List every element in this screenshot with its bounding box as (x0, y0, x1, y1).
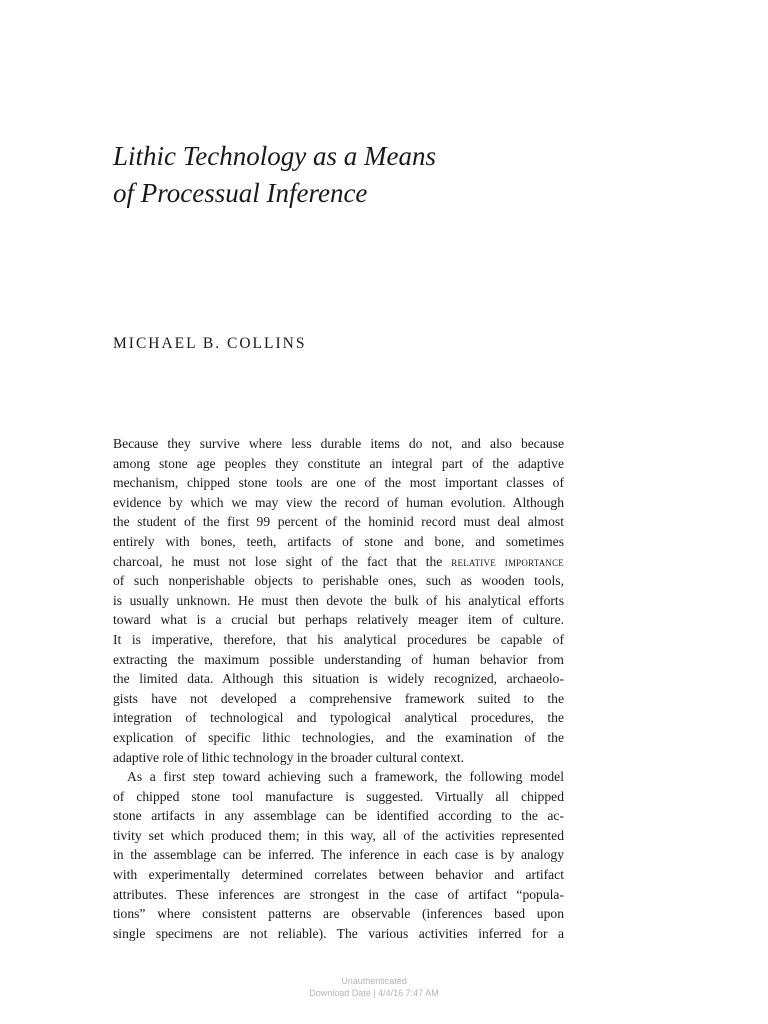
text-line: adaptive role of lithic technology in the broader cultural context. (113, 749, 465, 765)
text-line: Because they survive where less durable items do not, and also because (113, 436, 564, 451)
text-line (113, 552, 564, 572)
paragraph-2 (113, 767, 564, 943)
text-line: evidence by which we may view the record of human evolution. Although (113, 494, 564, 510)
paragraph-1 (113, 434, 564, 767)
title-line-2: of Processual Inference (113, 178, 368, 208)
text-line: gists have not developed a comprehensive framework suited to the (113, 690, 564, 706)
text-line: entirely with bones, teeth, artifacts of stone and bone, and sometimes (113, 533, 564, 549)
text-line: is usually unknown. He must then devote the bulk of his analytical efforts (113, 592, 564, 608)
text-line: in the assemblage can be inferred. The inference in each case is by analogy (113, 847, 564, 863)
text-line: explication of specific lithic technologies, and the examination of the (113, 729, 564, 745)
text-line-part: charcoal, he must not lose sight of the fact that the (113, 553, 443, 569)
text-line: tivity set which produced them; in this way, all of the activities represented (113, 827, 564, 843)
text-line: As a first step toward achieving such a framework, the following model (127, 769, 564, 785)
text-line: of chipped stone tool manufacture is suggested. Virtually all chipped (113, 788, 564, 804)
text-line: the student of the first 99 percent of the hominid record must deal almost (113, 514, 564, 530)
watermark-line-1: Unauthenticated (341, 976, 407, 986)
text-line: mechanism, chipped stone tools are one of the most important classes of (113, 475, 564, 491)
text-line: It is imperative, therefore, that his analytical procedures be capable of (113, 631, 564, 647)
watermark-line-2: Download Date | 4/4/16 7:47 AM (309, 988, 439, 998)
article-title (113, 138, 436, 212)
text-line: among stone age peoples they constitute an integral part of the adaptive (113, 455, 564, 471)
text-line: tions” where consistent patterns are observable (inferences based upon (113, 906, 564, 922)
text-line: single specimens are not reliable). The various activities inferred for a (113, 925, 564, 941)
article-body (113, 434, 564, 943)
text-line: stone artifacts in any assemblage can be identified according to the ac- (113, 808, 564, 824)
text-line: integration of technological and typological analytical procedures, the (113, 710, 564, 726)
text-line: attributes. These inferences are strongest in the case of artifact “popula- (113, 886, 564, 902)
small-caps-term: relative importance (451, 554, 564, 569)
text-line: of such nonperishable objects to perishable ones, such as wooden tools, (113, 573, 564, 589)
text-line: toward what is a crucial but perhaps relatively meager item of culture. (113, 612, 564, 628)
text-line: extracting the maximum possible understanding of human behavior from (113, 651, 564, 667)
author-name: MICHAEL B. COLLINS (113, 335, 307, 352)
title-line-1: Lithic Technology as a Means (113, 141, 436, 171)
download-watermark (0, 975, 748, 999)
text-line: with experimentally determined correlates between behavior and artifact (113, 867, 564, 883)
text-line: the limited data. Although this situation is widely recognized, archaeolo- (113, 671, 564, 687)
